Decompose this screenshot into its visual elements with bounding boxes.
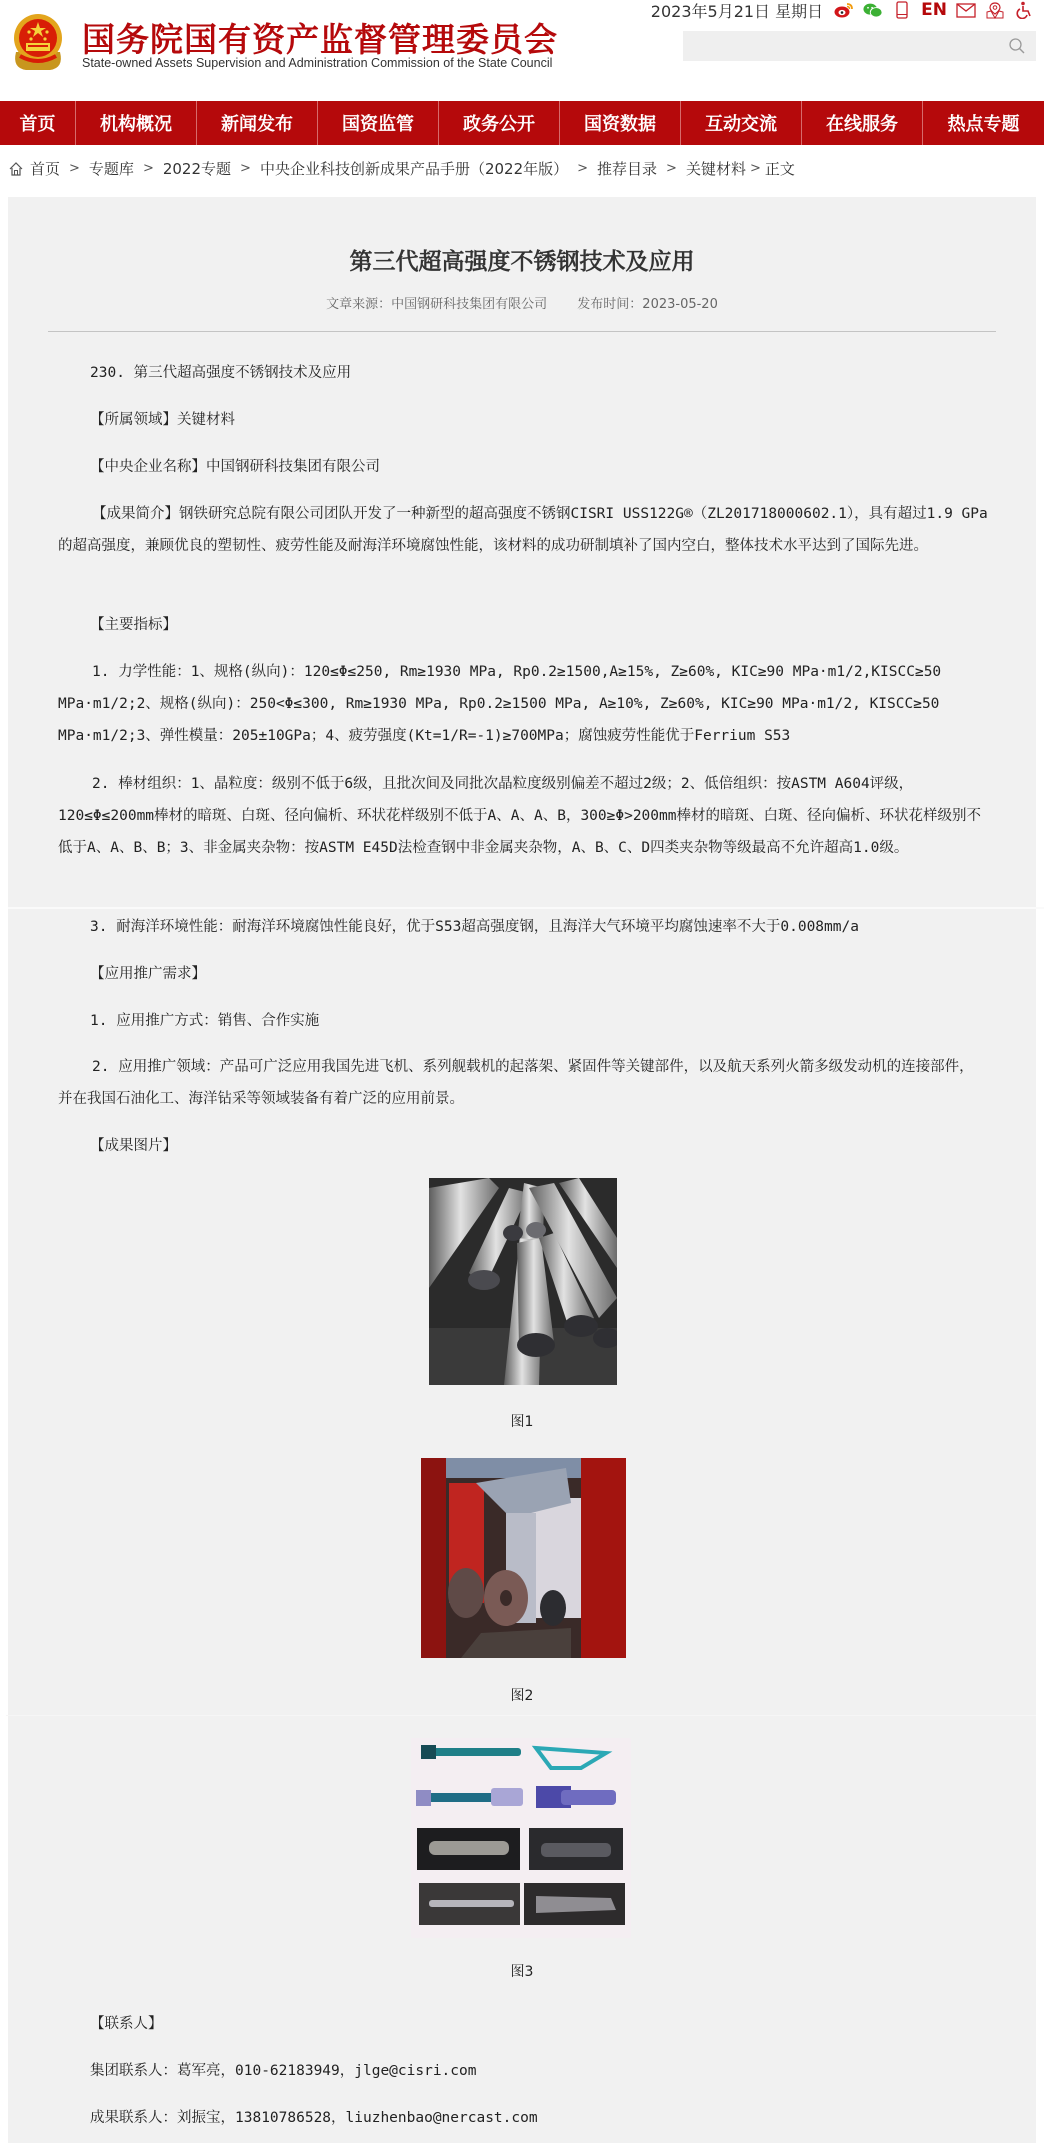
indicator-mechanical: 1. 力学性能：1、规格(纵向)：120≤Φ≤250, Rm≥1930 MPa, Rp0.2≥1500,A≥15%, Z≥60%, KIC≥90 MPa·m1/2,KISCC≥50 MPa·m1/2;2、规格(纵向)：250<Φ≤300, Rm≥1930 MPa, Rp0.2≥1500 MPa, A≥10%, Z≥60%, KIC≥90 MPa·m1/2, KISCC≥50 MPa·m1/2;3、弹性模量：205±10GPa；4、疲劳强度(Kt=1/R=-1)≥700MPa；腐蚀疲劳性能优于Ferrium S53 — [58, 664, 942, 744]
breadcrumb-separator: > — [69, 161, 80, 176]
nav-item-hot-topics[interactable]: 热点专题 — [947, 114, 1020, 135]
figure-1-image[interactable] — [429, 1178, 617, 1385]
search-icon[interactable] — [1008, 37, 1026, 55]
breadcrumb-separator: > — [240, 161, 251, 176]
mail-icon[interactable] — [956, 1, 976, 19]
article-source: 文章来源：中国钢研科技集团有限公司 — [326, 297, 548, 312]
weibo-icon[interactable] — [834, 1, 854, 19]
application-method: 1. 应用推广方式：销售、合作实施 — [90, 1013, 320, 1029]
mobile-icon[interactable] — [892, 1, 912, 19]
indicators-heading: 【主要指标】 — [90, 617, 177, 633]
main-nav — [0, 101, 1044, 145]
figure-2-image[interactable] — [421, 1458, 626, 1658]
national-emblem-logo[interactable] — [10, 12, 66, 74]
breadcrumb-separator: > — [749, 161, 761, 176]
intro-paragraph: 【成果简介】钢铁研究总院有限公司团队开发了一种新型的超高强度不锈钢CISRI USS122G®（ZL201718000602.1），具有超过1.9 GPa的超高强度，兼顾优良的塑韧性、疲劳性能及耐海洋环境腐蚀性能，该材料的成功研制填补了国内空白，整体技术水平达到了国际先进。 — [58, 506, 988, 554]
panel-seam — [6, 1715, 1036, 1716]
nav-item-interaction[interactable]: 互动交流 — [681, 101, 802, 145]
figure-2-caption: 图2 — [510, 1688, 534, 1704]
breadcrumb-handbook[interactable]: 中央企业科技创新成果产品手册（2022年版） — [259, 160, 569, 178]
site-header — [0, 0, 1044, 100]
top-toolbar — [651, 0, 1034, 20]
current-date: 2023年5月21日 星期日 — [650, 1, 824, 21]
indicator-corrosion: 3. 耐海洋环境性能：耐海洋环境腐蚀性能良好，优于S53超高强度钢，且海洋大气环境平均腐蚀速率不大于0.008mm/a — [90, 919, 859, 935]
nav-item-home[interactable]: 首页 — [0, 101, 76, 145]
field-line: 【所属领域】关键材料 — [90, 412, 235, 428]
images-heading: 【成果图片】 — [90, 1138, 177, 1154]
nav-item-supervision[interactable]: 国资监管 — [318, 101, 439, 145]
site-title[interactable]: 国务院国有资产监督管理委员会 — [82, 20, 558, 59]
accessibility-icon[interactable] — [1014, 1, 1034, 19]
search-input[interactable] — [683, 31, 1036, 61]
site-subtitle: State-owned Assets Supervision and Administration Commission of the State Council — [82, 56, 553, 70]
breadcrumb-home[interactable]: 首页 — [30, 160, 61, 178]
breadcrumb-topic-library[interactable]: 专题库 — [88, 160, 134, 178]
figure-3-image[interactable] — [411, 1738, 631, 1938]
map-icon[interactable] — [985, 1, 1005, 19]
panel-seam — [8, 907, 1044, 909]
nav-item-online-services[interactable]: 在线服务 — [802, 101, 923, 145]
wechat-icon[interactable] — [863, 1, 883, 19]
title-divider — [48, 331, 996, 332]
contacts-heading: 【联系人】 — [90, 2016, 163, 2032]
article-title: 第三代超高强度不锈钢技术及应用 — [349, 249, 695, 275]
figure-3-caption: 图3 — [510, 1964, 534, 1980]
english-link[interactable]: EN — [921, 0, 947, 20]
nav-item-news[interactable]: 新闻发布 — [197, 101, 318, 145]
home-icon — [8, 161, 24, 177]
breadcrumb-recommended-catalog[interactable]: 推荐目录 — [597, 160, 658, 178]
company-line: 【中央企业名称】中国钢研科技集团有限公司 — [90, 459, 380, 475]
breadcrumb-separator: > — [142, 161, 154, 176]
breadcrumb-separator: > — [577, 161, 589, 176]
breadcrumb-separator: > — [666, 161, 677, 176]
application-fields: 2. 应用推广领域：产品可广泛应用我国先进飞机、系列舰载机的起落架、紧固件等关键部件，以及航天系列火箭多级发动机的连接部件，并在我国石油化工、海洋钻采等领域装备有着广泛的应用前景。 — [58, 1059, 974, 1107]
nav-item-organization[interactable]: 机构概况 — [76, 101, 197, 145]
nav-item-data[interactable]: 国资数据 — [560, 101, 681, 145]
article-date: 发布时间：2023-05-20 — [577, 297, 718, 312]
breadcrumb-2022-topics[interactable]: 2022专题 — [162, 160, 232, 178]
figure-1-caption: 图1 — [510, 1414, 534, 1430]
search-box — [683, 31, 1036, 61]
breadcrumb-current: 正文 — [764, 160, 795, 178]
application-heading: 【应用推广需求】 — [90, 966, 206, 982]
article-heading: 230. 第三代超高强度不锈钢技术及应用 — [90, 365, 352, 381]
contact-group: 集团联系人：葛军亮，010-62183949，jlge@cisri.com — [90, 2063, 477, 2079]
article-meta — [0, 293, 1044, 312]
breadcrumb-key-materials[interactable]: 关键材料 — [685, 160, 746, 178]
indicator-microstructure: 2. 棒材组织：1、晶粒度：级别不低于6级，且批次间及同批次晶粒度级别偏差不超过2级；2、低倍组织：按ASTM A604评级，120≤Φ≤200mm棒材的暗斑、白斑、径向偏析、环状花样级别不低于A、A、A、B，300≥Φ>200mm棒材的暗斑、白斑、径向偏析、环状花样级别不低于A、A、B、B；3、非金属夹杂物：按ASTM E45D法检查钢中非金属夹杂物，A、B、C、D四类夹杂物等级最高不允许超高1.0级。 — [58, 776, 981, 856]
breadcrumb — [8, 158, 795, 179]
nav-item-government-affairs[interactable]: 政务公开 — [439, 101, 560, 145]
contact-achievement: 成果联系人：刘振宝，13810786528，liuzhenbao@nercast.com — [90, 2110, 538, 2126]
